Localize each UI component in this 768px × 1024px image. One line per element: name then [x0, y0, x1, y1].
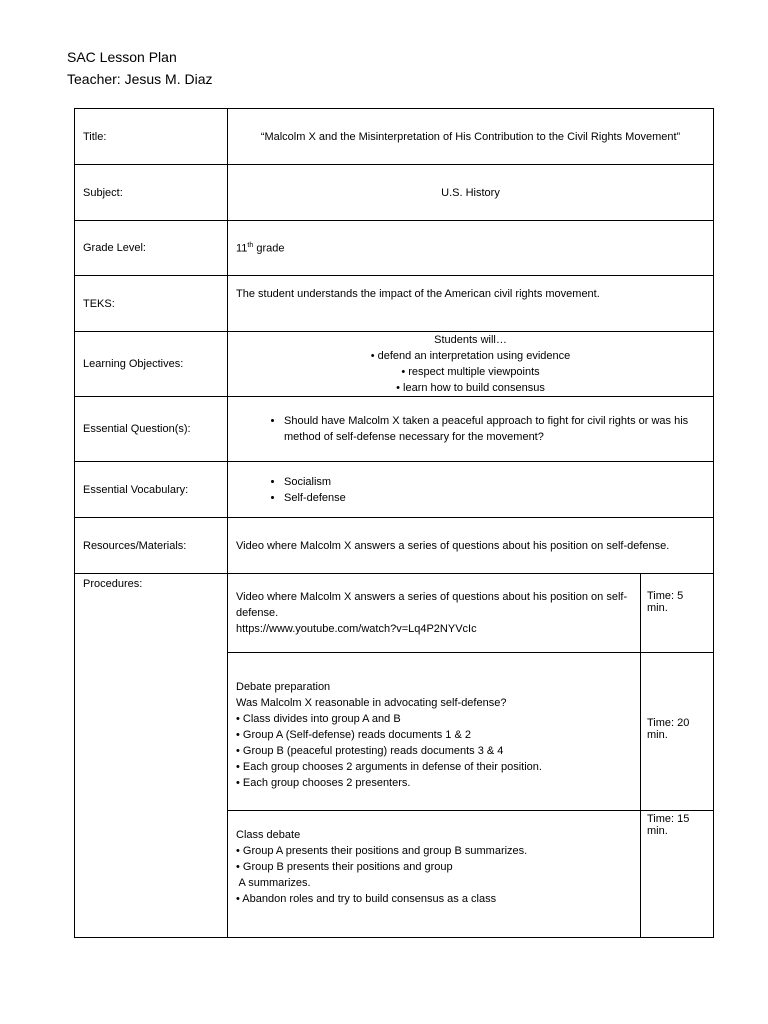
subject-row [75, 165, 714, 221]
grade-label: Grade Level: [75, 221, 228, 276]
grade-rest: grade [253, 242, 285, 255]
vocab-item: • Socialism [284, 474, 705, 490]
procedure-line: • Abandon roles and try to build consensus as a class [236, 892, 497, 905]
objectives-line: Students will… [434, 334, 507, 346]
vocab-row [75, 462, 714, 518]
objectives-line: • defend an interpretation using evidence [370, 350, 571, 362]
procedure-line: Was Malcolm X reasonable in advocating self-defense? [236, 697, 507, 709]
procedure-line: • Each group chooses 2 arguments in defense of their position. [236, 761, 542, 773]
lesson-plan-table [74, 108, 714, 938]
question-list [236, 413, 705, 445]
procedure-step [228, 810, 713, 937]
objectives-row [75, 332, 714, 397]
vocab-label: Essential Vocabulary: [75, 462, 228, 518]
grade-suffix: th [247, 241, 254, 249]
teks-row [75, 276, 714, 332]
title-label: Title: [75, 109, 228, 165]
document-header [67, 46, 213, 90]
objectives-line: • learn how to build consensus [396, 382, 545, 394]
question-label: Essential Question(s): [75, 397, 228, 462]
vocab-list [236, 474, 705, 506]
teks-value: The student understands the impact of the American civil rights movement. [228, 276, 714, 332]
procedure-line: • Each group chooses 2 presenters. [236, 777, 411, 789]
title-row [75, 109, 714, 165]
grade-number: 11 [236, 242, 248, 255]
document-title: SAC Lesson Plan [67, 49, 177, 65]
grade-row [75, 221, 714, 276]
question-item: • Should have Malcolm X taken a peaceful approach to fight for civil rights or was his method of self-defense necessary for the movement? [284, 413, 705, 445]
procedure-step-text [228, 574, 641, 652]
procedure-step-time: Time: 20 min. [641, 652, 714, 810]
procedures-label: Procedures: [75, 574, 228, 938]
question-value [228, 397, 714, 462]
procedures-row [75, 574, 714, 938]
teacher-name: Teacher: Jesus M. Diaz [67, 71, 213, 87]
objectives-label: Learning Objectives: [75, 332, 228, 397]
procedure-line: • Group A presents their positions and group B summarizes. [236, 844, 528, 857]
procedure-step-time: Time: 15 min. [641, 810, 714, 937]
procedure-step-text [228, 810, 641, 937]
objectives-line: • respect multiple viewpoints [401, 366, 540, 378]
procedure-step [228, 574, 713, 652]
vocab-item: • Self-defense [284, 490, 705, 506]
vocab-value [228, 462, 714, 518]
resources-value: Video where Malcolm X answers a series of questions about his position on self-defense. [228, 518, 714, 574]
resources-row [75, 518, 714, 574]
procedure-line: • Group A (Self-defense) reads documents 1 & 2 [236, 729, 471, 741]
procedure-step-time: Time: 5 min. [641, 574, 714, 652]
procedure-line: • Group B (peaceful protesting) reads documents 3 & 4 [236, 745, 504, 757]
resources-label: Resources/Materials: [75, 518, 228, 574]
question-row [75, 397, 714, 462]
procedure-line: Debate preparation [236, 681, 331, 693]
procedure-line: Video where Malcolm X answers a series of questions about his position on self-defense. [236, 590, 628, 619]
video-link[interactable]: https://www.youtube.com/watch?v=Lq4P2NYVcIc [236, 622, 477, 635]
procedure-line: Class debate [236, 828, 301, 841]
title-value: “Malcolm X and the Misinterpretation of His Contribution to the Civil Rights Movement” [228, 109, 714, 165]
objectives-value [228, 332, 714, 397]
teks-label: TEKS: [75, 276, 228, 332]
procedure-line: • Group B presents their positions and group [236, 860, 453, 873]
procedures-table [228, 574, 713, 937]
procedure-line: A summarizes. [236, 876, 311, 889]
procedure-step-text [228, 652, 641, 810]
grade-value [228, 221, 714, 276]
subject-value: U.S. History [228, 165, 714, 221]
subject-label: Subject: [75, 165, 228, 221]
procedures-cell [228, 574, 714, 938]
procedure-step [228, 652, 713, 810]
procedure-line: • Class divides into group A and B [236, 713, 401, 725]
